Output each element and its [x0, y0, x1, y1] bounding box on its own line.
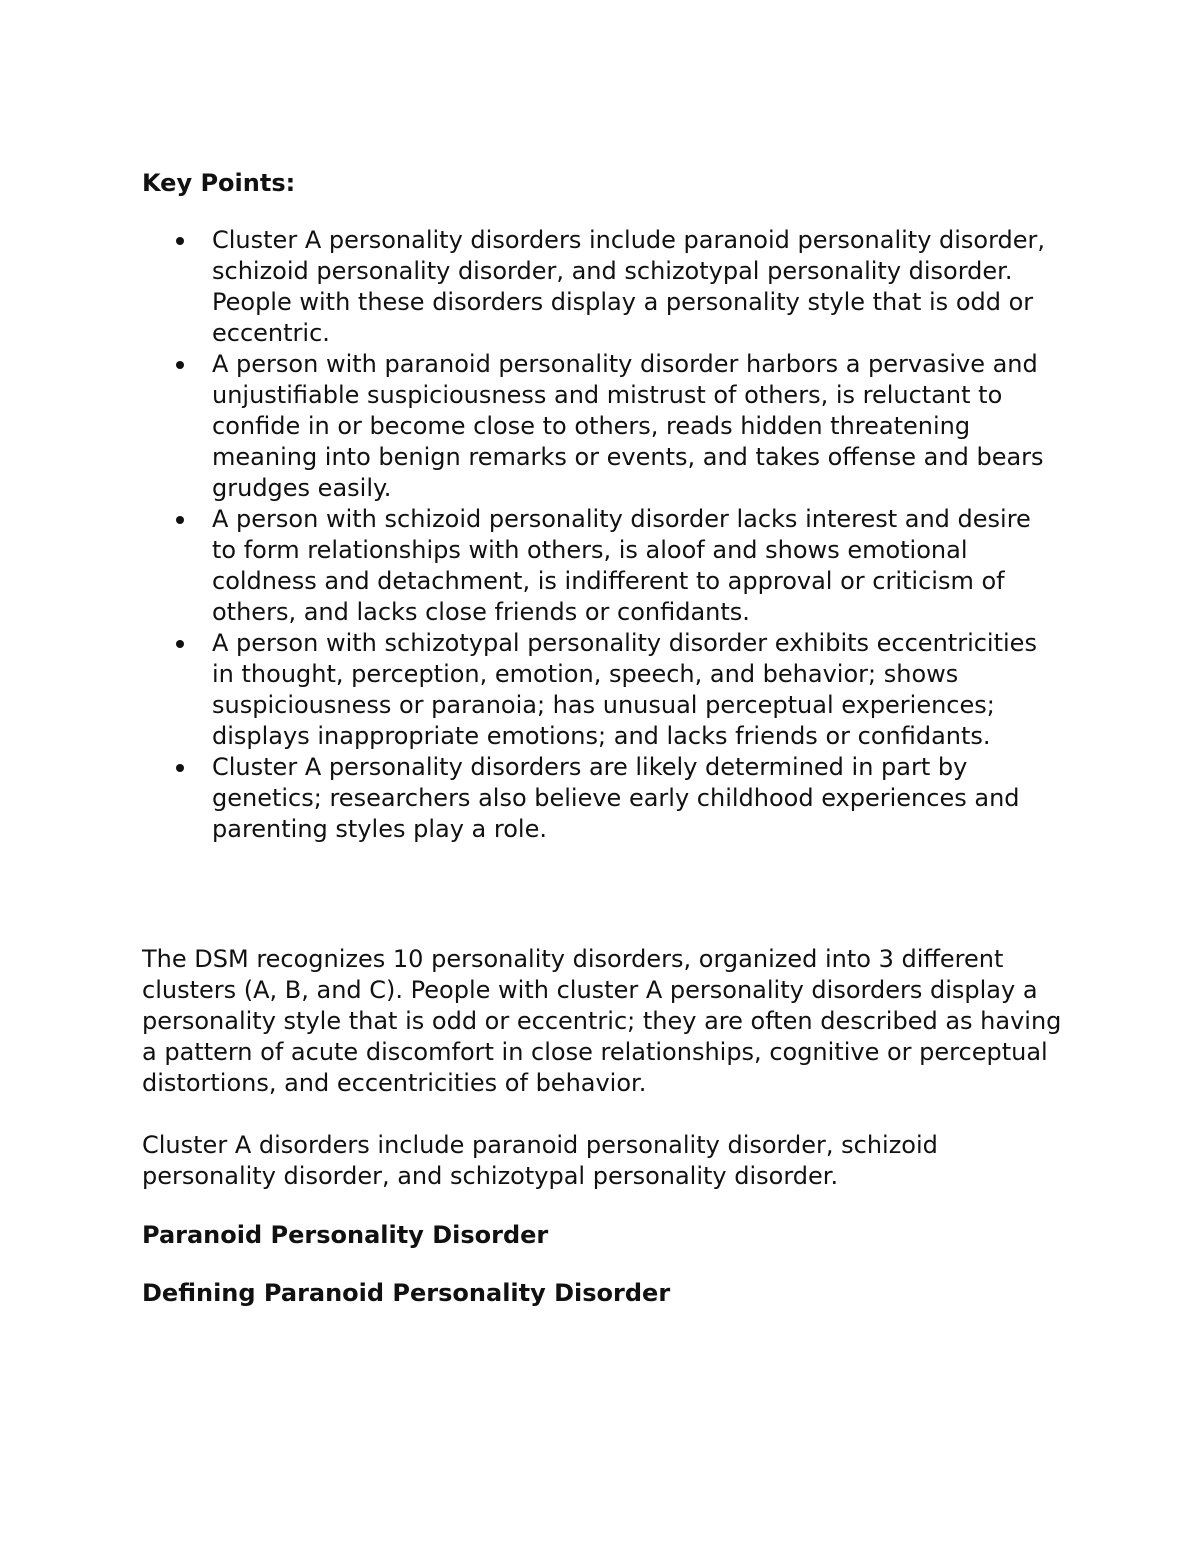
list-item [212, 225, 1062, 349]
intro-paragraph: The DSM recognizes 10 personality disorders, organized into 3 different clusters (A, B, and C). People with cluster A personality disorders display a personality style that is odd or eccentric; they are often described as having a pattern of acute discomfort in close relationships, cognitive or perceptual distortions, and eccentricities of behavior. [142, 945, 1062, 1097]
section-heading: Paranoid Personality Disorder [142, 1221, 549, 1249]
bullet-icon [176, 237, 184, 245]
list-item [212, 504, 1062, 628]
bullet-icon [176, 516, 184, 524]
bullet-icon [176, 640, 184, 648]
list-item [212, 349, 1062, 504]
list-item-text: A person with schizotypal personality disorder exhibits eccentricities in thought, perception, emotion, speech, and behavior; shows suspiciousness or paranoia; has unusual perceptual experiences; displays inappropriate emotions; and lacks friends or confidants. [212, 629, 1037, 750]
document-page [142, 168, 1062, 1309]
list-item-text: A person with schizoid personality disorder lacks interest and desire to form relationships with others, is aloof and shows emotional coldness and detachment, is indifferent to approval or criticism of others, and lacks close friends or confidants. [212, 505, 1031, 626]
list-item [212, 752, 1062, 845]
bullet-icon [176, 361, 184, 369]
list-item-text: Cluster A personality disorders include paranoid personality disorder, schizoid personality disorder, and schizotypal personality disorder. People with these disorders display a personality style that is odd or eccentric. [212, 226, 1046, 347]
list-item-text: Cluster A personality disorders are likely determined in part by genetics; researchers also believe early childhood experiences and parenting styles play a role. [212, 753, 1020, 843]
key-points-list [142, 225, 1062, 845]
list-item-text: A person with paranoid personality disorder harbors a pervasive and unjustifiable suspiciousness and mistrust of others, is reluctant to confide in or become close to others, reads hidden threatening meaning into benign remarks or events, and takes offense and bears grudges easily. [212, 350, 1044, 502]
list-item [212, 628, 1062, 752]
bullet-icon [176, 764, 184, 772]
cluster-a-paragraph: Cluster A disorders include paranoid personality disorder, schizoid personality disorder, and schizotypal personality disorder. [142, 1131, 938, 1190]
key-points-heading: Key Points: [142, 169, 296, 197]
subsection-heading: Defining Paranoid Personality Disorder [142, 1279, 671, 1307]
